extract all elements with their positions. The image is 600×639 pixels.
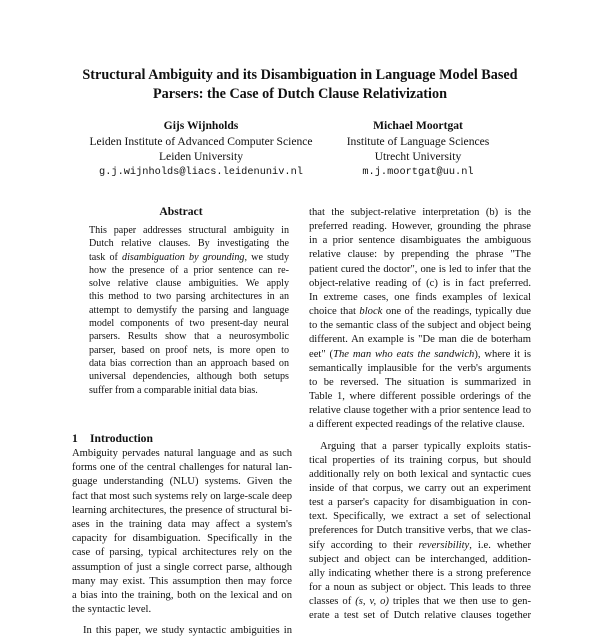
italic-term: disambiguation by grounding (122, 251, 245, 263)
author-1 (74, 118, 328, 180)
body-line: object-relative reading of (c) is in fact preferred. (309, 277, 531, 289)
abstract-line: Dutch relative clauses. By investigating the (89, 238, 289, 250)
body-line: test a parser's capacity for disambiguation in con- (309, 497, 531, 509)
author-email: m.j.moortgat@uu.nl (362, 165, 474, 178)
abstract-line: universal dependencies, although both setups (89, 371, 289, 383)
body-line: guage understanding (NLU) systems. Given the (72, 476, 292, 488)
body-line: capacity for disambiguation. Specifically in the (72, 533, 292, 545)
abstract-heading: Abstract (159, 205, 203, 218)
body-line: choice that block one of the readings, typically due (309, 306, 531, 318)
body-line: subject and object can be interchanged, addition- (309, 553, 531, 565)
body-line: to the semantic class of the subject and object being (309, 320, 531, 332)
abstract-line: how the presence of a prior sentence can re- (89, 264, 289, 276)
body-line: ally indicating whether there is a strong preference (309, 567, 531, 579)
body-line: additionally rely on both lexical and syntactic cues (309, 468, 531, 480)
body-line: patient cured the doctor", one is led to infer that the (309, 263, 531, 275)
body-line: ases in the training data may affect a system's (72, 519, 292, 531)
section-number: 1 (72, 432, 78, 445)
section-heading (72, 432, 153, 445)
author-affiliation: Leiden University (158, 150, 244, 163)
body-line: a bias into the training, both on the lexical and on (72, 590, 292, 602)
abstract-line: task of disambiguation by grounding, we study (89, 251, 289, 263)
body-line: different. An example is "De man die de boterham (309, 334, 531, 346)
body-line: classes of (s, v, o) triples that we then use to gen- (309, 596, 531, 608)
body-line: tical properties of its training corpus, but should (309, 454, 531, 466)
body-line: many may exist. This assumption then may force (72, 575, 292, 587)
body-line: relative clause together with a prior sentence lead to (309, 405, 531, 417)
body-line: Ambiguity pervades natural language and as such (72, 448, 292, 459)
body-line: relative clause: by prepending the phrase "The (309, 249, 531, 261)
body-line: assumption of just a single correct parse, although (72, 561, 292, 573)
abstract-line: this method to two parsing architectures in an (89, 291, 289, 303)
body-line: a different expected readings of the relative clause. (309, 419, 525, 431)
author-2 (318, 118, 518, 180)
body-line: in a prior sentence disambiguates the ambiguous (309, 235, 531, 247)
body-line: eet" (The man who eats the sandwich), where it is (309, 348, 531, 360)
introduction-body (72, 447, 292, 639)
italic-term: The man who eats the sandwich (333, 348, 475, 360)
abstract-line: attempt to demystify the parsing and language (89, 304, 289, 316)
body-line: preferred reading. However, grounding the phrase (309, 221, 531, 233)
abstract-line: This paper addresses structural ambiguity in (89, 225, 289, 236)
section-title: Introduction (90, 432, 153, 445)
author-affiliation: Institute of Language Sciences (346, 134, 490, 148)
abstract-line: model components of two present-day neural (89, 318, 289, 330)
right-column (309, 206, 531, 624)
abstract-body (89, 224, 289, 397)
title-line-2: Parsers: the Case of Dutch Clause Relativization (153, 86, 447, 102)
body-line: text. Specifically, we extract a set of selectional (309, 511, 531, 523)
abstract-line: solve relative clause ambiguities. We apply (89, 278, 289, 290)
author-affiliation: Leiden Institute of Advanced Computer Science (89, 134, 313, 148)
body-line: learning architectures, the presence of structural bi- (72, 504, 292, 516)
body-line: Table 1, where different possible orderings of the (309, 391, 531, 403)
body-line: Arguing that a parser typically exploits statis- (320, 440, 531, 452)
body-line: preferences for Dutch transitive verbs, that we clas- (309, 525, 531, 537)
body-line: semantically implausible for the verb's arguments (309, 362, 531, 374)
italic-term: (s, v, o) (355, 596, 389, 608)
body-line: that the subject-relative interpretation (b) is the (309, 207, 531, 218)
author-name: Gijs Wijnholds (163, 119, 239, 132)
italic-term: reversibility (418, 539, 470, 551)
author-affiliation: Utrecht University (374, 150, 462, 163)
abstract-line: parsers. Results show that a neurosymbolic (89, 331, 289, 343)
title-line-1: Structural Ambiguity and its Disambiguation in Language Model Based (82, 67, 518, 83)
body-line: sify according to their reversibility, i.e. whether (309, 539, 532, 551)
body-line: In extreme cases, one finds examples of lexical (309, 291, 531, 303)
body-line: for a noun as subject or object. This leads to three (309, 582, 531, 594)
italic-term: block (359, 306, 383, 318)
author-email: g.j.wijnholds@liacs.leidenuniv.nl (99, 165, 303, 178)
abstract-line: suffer from a comparable initial data bias. (89, 384, 258, 396)
body-line: forms one of the central challenges for natural lan- (72, 462, 292, 474)
body-line: case of parsing, typical architectures rely on the (72, 547, 292, 559)
body-line: to be reversed. The situation is summarized in (309, 376, 531, 388)
paper-title (40, 66, 560, 104)
body-line: the syntactic level. (72, 604, 152, 616)
body-line: inside of that corpus, we carry out an experiment (309, 482, 531, 494)
body-line: In this paper, we study syntactic ambiguities in (83, 625, 292, 637)
author-name: Michael Moortgat (373, 119, 463, 132)
body-line: erate a test set of Dutch relative clauses together (309, 610, 531, 622)
body-line: fact that most such systems rely on large-scale deep (72, 490, 292, 502)
abstract-line: parser, based on proof nets, is more open to (89, 344, 289, 356)
abstract-line: data bias correction than an approach based on (89, 357, 289, 369)
